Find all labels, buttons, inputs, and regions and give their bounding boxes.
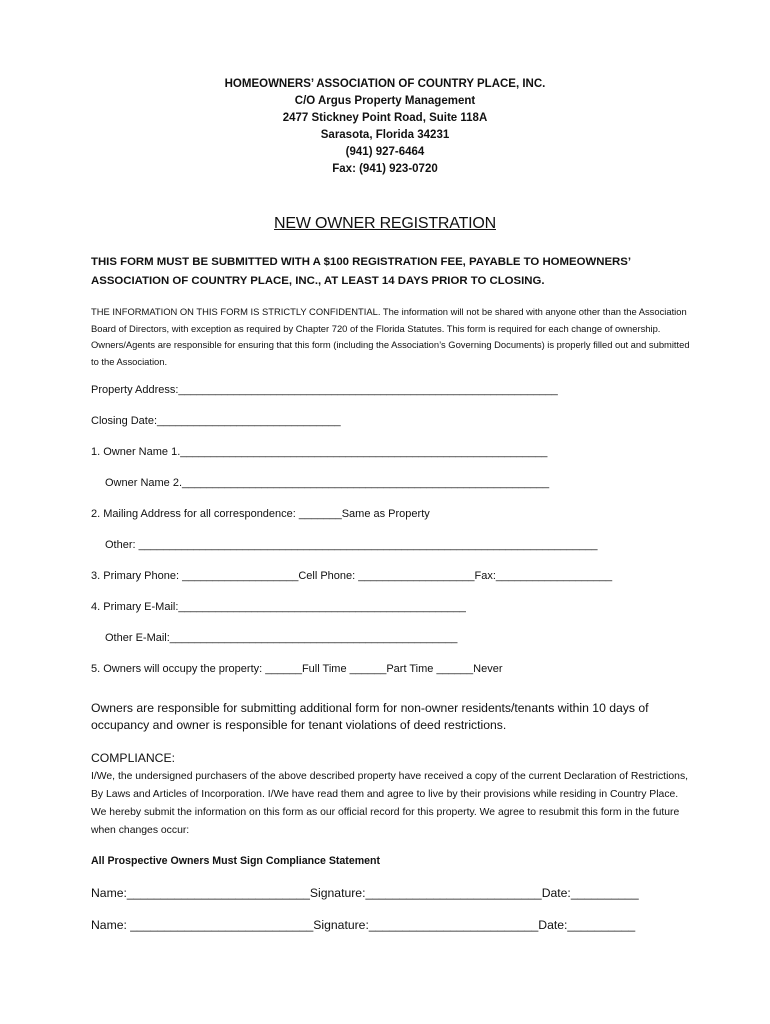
compliance-statement: I/We, the undersigned purchasers of the above described property have received a copy of the current Declaration of Restrictions, By Laws and Articles of Incorporation. I/We have read them and agree to live by their provisions while residing in Country Place. We hereby submit the information on this form as our official record for this property. We agree to resubmit this form in the future when changes occur:: [91, 771, 689, 836]
phone-fields[interactable]: 3. Primary Phone: ___________________Cell Phone: ___________________Fax:___________________: [91, 570, 613, 582]
signature-line-1[interactable]: Name:___________________________Signature:__________________________Date:__________: [91, 886, 639, 900]
tenant-responsibility-paragraph: Owners are responsible for submitting additional form for non-owner residents/tenants within 10 days of occupancy and owner is responsible for tenant violations of deed restrictions.: [91, 701, 649, 732]
signature-instruction: All Prospective Owners Must Sign Compliance Statement: [91, 855, 381, 867]
org-name: HOMEOWNERS’ ASSOCIATION OF COUNTRY PLACE, INC.: [224, 78, 546, 90]
closing-date-field[interactable]: Closing Date:______________________________: [91, 415, 341, 427]
care-of-line: C/O Argus Property Management: [294, 95, 476, 107]
confidentiality-statement: THE INFORMATION ON THIS FORM IS STRICTLY CONFIDENTIAL. The information will not be shared with anyone other than the Association Board of Directors, with exception as required by Chapter 720 of the Florida Statutes. This form is required for each change of ownership. Owners/Agents are responsible for ensuring that this form (including the Association’s Governing Documents) is properly filled out and submitted to the Association.: [91, 306, 690, 367]
other-email-field[interactable]: Other E-Mail:_______________________________________________: [105, 632, 458, 644]
fax-number: Fax: (941) 923-0720: [332, 163, 438, 175]
primary-email-field[interactable]: 4. Primary E-Mail:_______________________________________________: [91, 601, 466, 613]
owner-name-2-field[interactable]: Owner Name 2.____________________________________________________________: [105, 477, 550, 489]
occupancy-options[interactable]: 5. Owners will occupy the property: ______Full Time ______Part Time ______Never: [91, 663, 503, 675]
association-header: [0, 76, 770, 178]
mailing-address-field[interactable]: 2. Mailing Address for all correspondence: _______Same as Property: [91, 508, 430, 520]
city-state-zip: Sarasota, Florida 34231: [320, 129, 450, 141]
property-address-field[interactable]: Property Address:______________________________________________________________: [91, 384, 558, 396]
other-address-field[interactable]: Other: ___________________________________________________________________________: [105, 539, 598, 551]
fee-notice: THIS FORM MUST BE SUBMITTED WITH A $100 REGISTRATION FEE, PAYABLE TO HOMEOWNERS’ ASSOCIATION OF COUNTRY PLACE, INC., AT LEAST 14 DAYS PRIOR TO CLOSING.: [91, 256, 631, 287]
form-title: NEW OWNER REGISTRATION: [274, 215, 496, 232]
signature-line-2[interactable]: Name: ___________________________Signature:_________________________Date:__________: [91, 918, 636, 932]
owner-name-1-field[interactable]: 1. Owner Name 1.____________________________________________________________: [91, 446, 548, 458]
compliance-heading: COMPLIANCE:: [91, 751, 175, 765]
phone-number: (941) 927-6464: [345, 146, 425, 158]
street-address: 2477 Stickney Point Road, Suite 118A: [282, 112, 488, 124]
